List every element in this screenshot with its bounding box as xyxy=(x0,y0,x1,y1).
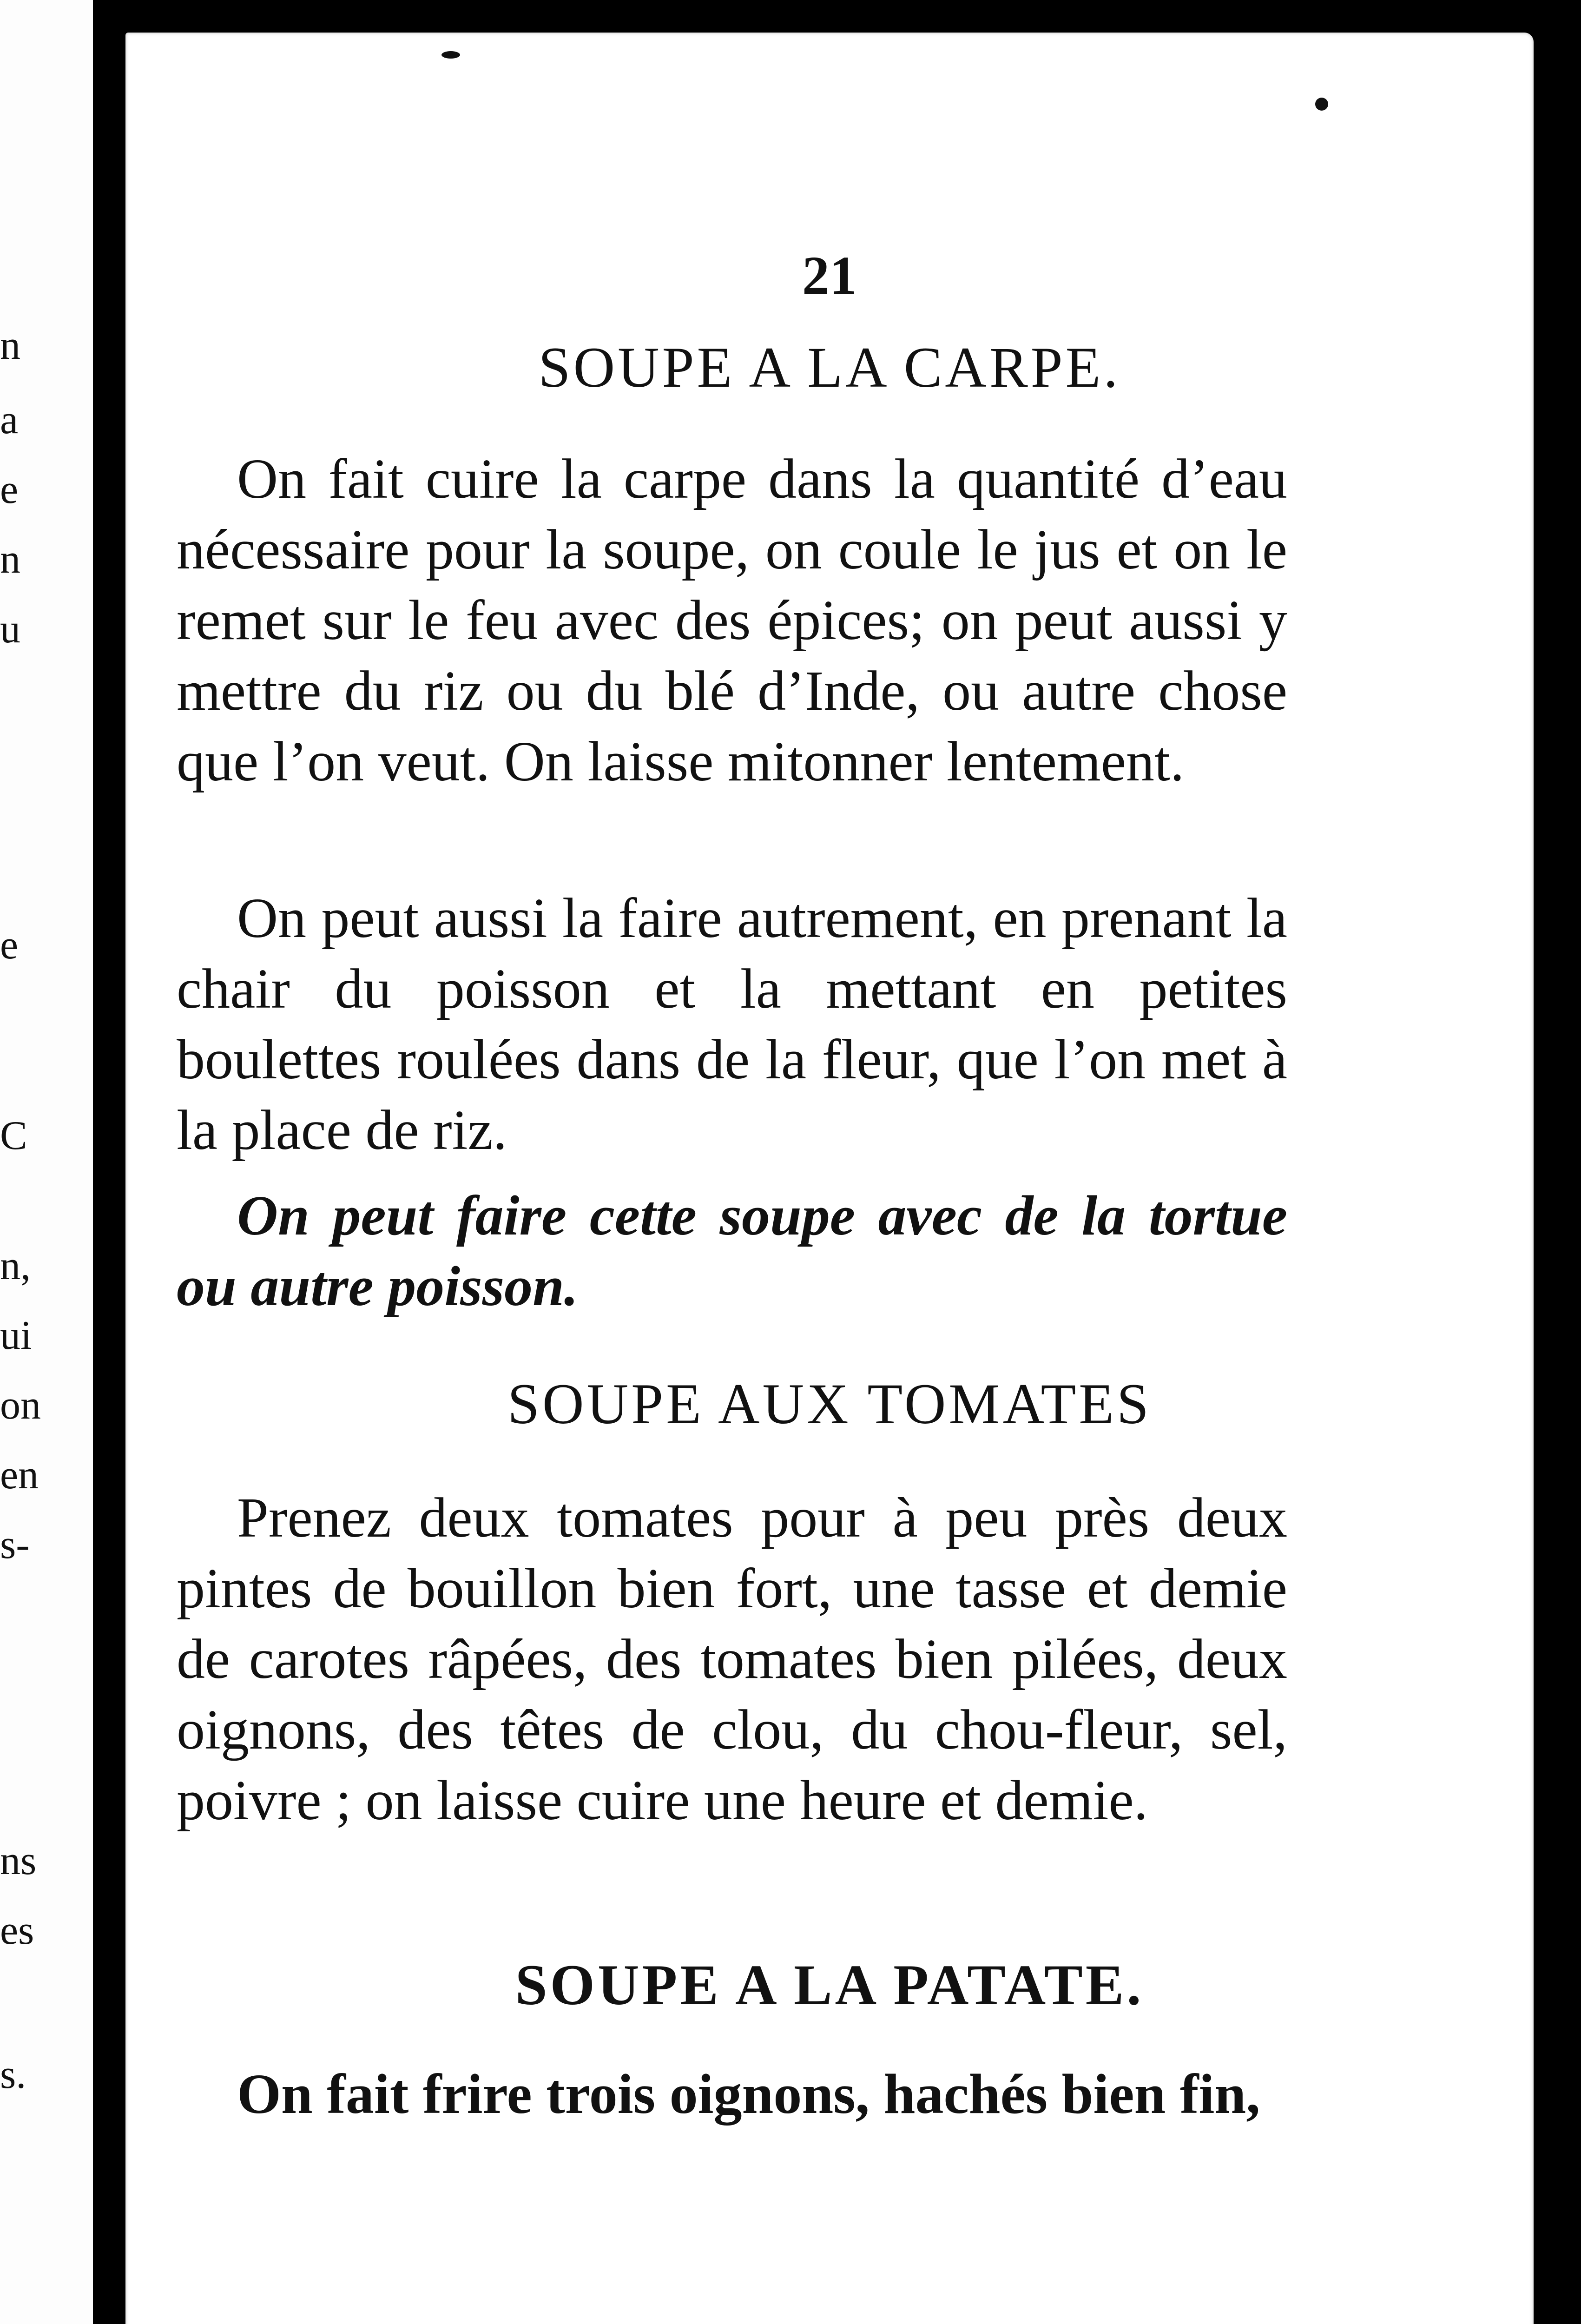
book-page xyxy=(125,33,1534,2324)
facing-page-fragment: en xyxy=(0,1452,39,1498)
section-title-patate: SOUPE A LA PATATE. xyxy=(515,1953,1144,2017)
facing-page-fragment: es xyxy=(0,1908,34,1953)
facing-page-fragment: on xyxy=(0,1383,41,1428)
facing-page-fragment: s. xyxy=(0,2052,26,2097)
facing-page-fragment: n xyxy=(0,537,20,582)
paragraph-tomates: Prenez deux tomates pour à peu près deux pintes de bouillon bien fort, une tasse et demie de carotes râpées, des tomates bien pilées, deux oignons, des têtes de clou, du chou-fleur, sel, poivre ; on laisse cuire une heure et demie. xyxy=(177,1486,1287,1832)
facing-page-fragment: u xyxy=(0,607,20,652)
ink-speck xyxy=(1315,98,1328,111)
facing-page-fragment: n xyxy=(0,323,20,368)
paragraph-carpe-2: On peut aussi la faire autrement, en prenant la chair du poisson et la mettant en petites boulettes roulées dans de la fleur, que l’on met à la place de riz. xyxy=(177,887,1287,1162)
facing-page-fragment: ns xyxy=(0,1838,37,1883)
facing-page-fragment: C xyxy=(0,1113,27,1158)
facing-page-fragment: ui xyxy=(0,1313,32,1358)
section-title-tomates: SOUPE AUX TOMATES xyxy=(507,1372,1152,1436)
facing-page-strip xyxy=(0,0,93,2324)
book-gutter xyxy=(93,0,125,2324)
section-title-carpe: SOUPE A LA CARPE. xyxy=(538,336,1121,399)
facing-page-fragment: n, xyxy=(0,1243,31,1288)
paragraph-carpe-1: On fait cuire la carpe dans la quantité d’eau nécessaire pour la soupe, on coule le jus et on le remet sur le feu avec des épices; on peut aussi y mettre du riz ou du blé d’Inde, ou autre chose que l’on veut. On laisse mitonner lentement. xyxy=(177,448,1287,793)
facing-page-fragment: s- xyxy=(0,1522,30,1567)
paragraph-carpe-note: On peut faire cette soupe avec de la tortue ou autre poisson. xyxy=(177,1184,1287,1318)
paragraph-patate: On fait frire trois oignons, hachés bien fin, xyxy=(237,2063,1260,2126)
facing-page-fragment: e xyxy=(0,923,19,968)
facing-page-fragment: a xyxy=(0,397,19,442)
page-number: 21 xyxy=(802,245,857,306)
facing-page-fragment: e xyxy=(0,467,19,512)
ink-speck xyxy=(441,51,460,59)
